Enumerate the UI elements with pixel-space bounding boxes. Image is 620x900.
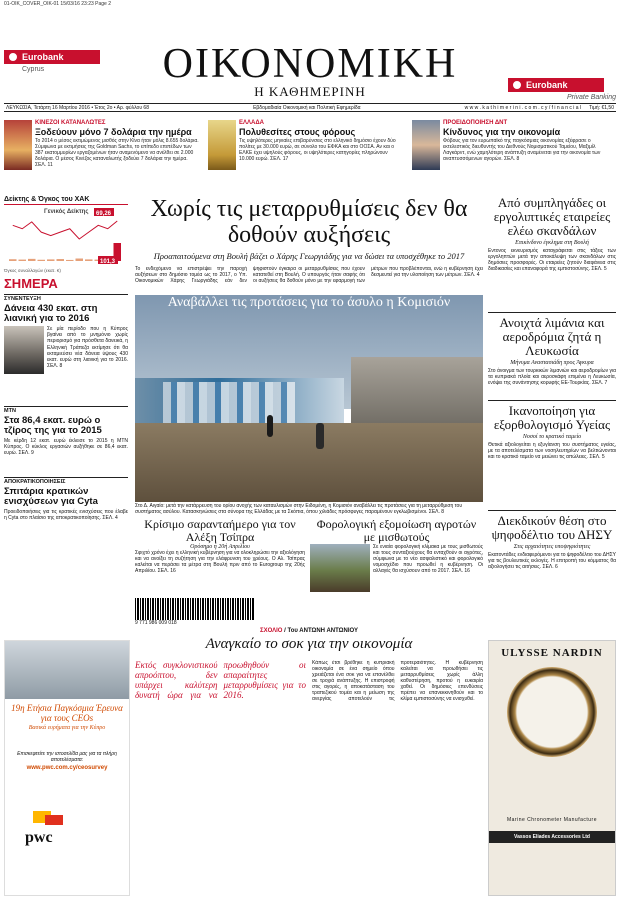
story-headline[interactable]: Δάνεια 430 εκατ. στη λιανική για το 2016 — [4, 303, 98, 324]
commentary-body — [135, 660, 483, 896]
story-headline: Ικανοποίηση για εξορθολογισμό Υγείας — [493, 403, 611, 432]
print-slug: 01-OIK_COVER_OIK-01 15/03/16 23:23 Page 2 — [4, 1, 112, 7]
story-body: Εκατοντάδες ενδιαφερόμενοι για το ψηφοδέλτιο του ΔΗΣΥ για τις βουλευτικές εκλογές. Η επιτροπή του κόμματος θα αξιολογήσει τις αιτήσεις. ΣΕΛ. 6 — [488, 552, 616, 570]
volume-bar — [47, 259, 55, 261]
teaser-headline: Πολυθεσίτες στους φόρους — [239, 127, 356, 137]
watch-icon — [507, 667, 597, 757]
teaser-imf-warning[interactable] — [412, 120, 616, 188]
photo-caption: Στο Δ. Αιγαίο: μετά την κατάρρευση του ορίου ανοχής των καταυλισμών στην Ειδομένη, η Κομισιόν αναβάλλει τις προτάσεις για τη μεταρρύθμιση του συστήματος ασύλου. Κατασκηνώσεις στα σύνορα της Ελλάδας με τα Σκόπια, όπου χιλιάδες πρόσφυγες παραμένουν εγκλωβισμένοι. ΣΕΛ. 8 — [135, 503, 463, 515]
teaser-photo — [4, 120, 32, 170]
right-story-4[interactable] — [488, 510, 616, 570]
story-body: Σφιχτό χρόνο έχει η ελληνική κυβέρνηση για να ολοκληρώσει την αξιολόγηση και να ανοίξει τη συζήτηση για την ελάφρυνση του χρέους. Ο Αλ. Τσίπρας καλείται να περάσει τα μέτρα στη Βουλή πριν από το Eurogroup της 20ής Απριλίου. ΣΕΛ. 16 — [135, 550, 305, 574]
barcode-number: 9 771 986 009 018 — [135, 620, 177, 626]
section-label: ΣΥΝΕΝΤΕΥΞΗ — [4, 294, 128, 302]
story-headline: Διεκδικούν θέση στο ψηφοδέλτιο του ΔΗΣΥ — [491, 513, 613, 542]
teaser-headline: Ξοδεύουν μόνο 7 δολάρια την ημέρα — [35, 127, 192, 137]
paper-tagline: Εβδομαδιαία Οικονομική και Πολιτική Εφημερίδα — [253, 104, 361, 111]
ulysse-brand: ULYSSE NARDIN — [501, 647, 603, 659]
pwc-ad[interactable] — [4, 640, 130, 896]
eurobank-brand: Eurobank — [526, 80, 568, 90]
story-deck: Μήνυμα Αναστασιάδη προς Άγκυρα — [510, 360, 594, 366]
section-today: ΣΗΜΕΡΑ — [4, 276, 58, 291]
eurobank-logo-icon — [511, 79, 523, 91]
refugee-camp-photo — [135, 295, 483, 502]
teaser-photo — [412, 120, 440, 170]
price: Τιμή: €1,50 — [589, 104, 614, 111]
story-body: Με κέρδη 12 εκατ. ευρώ έκλεισε το 2015 η MTN Κύπρος. Ο κύκλος εργασιών αυξήθηκε σε 86,4 εκατ. ευρώ. ΣΕΛ. 9 — [4, 438, 128, 457]
story-body: Εντονος εκνευρισμός καταγράφεται στις τάξεις των εργοληπτών μετά την αποκάλυψη των σκανδάλων στις δημόσιες προσφορές. Οι εταιρείες ζητούν διαφάνεια στις διαδικασίες και επαναφορά της εμπιστοσύνης. ΣΕΛ. 5 — [488, 248, 616, 272]
index-label: Γενικός Δείκτης — [44, 209, 89, 215]
pwc-ad-headline: 19η Ετήσια Παγκόσμια Έρευνα για τους CEOs — [11, 703, 123, 723]
eurobank-cyprus-ad[interactable] — [4, 50, 100, 84]
commentary-kicker: ΣΧΟΛΙΟ — [260, 628, 283, 634]
pwc-ad-photo — [5, 641, 129, 699]
story-farmers[interactable] — [310, 518, 483, 592]
teaser-kicker: ΚΙΝΕΖΟΙ ΚΑΤΑΝΑΛΩΤΕΣ — [35, 120, 106, 126]
commentary-headline[interactable]: Αναγκαίο το σοκ για την οικονομία — [205, 636, 413, 652]
interview-photo — [4, 326, 44, 374]
story-headline: Κρίσιμο σαρανταήμερο για τον Αλέξη Τσίπρα — [144, 517, 296, 544]
eurobank-sub: Private Banking — [566, 94, 616, 101]
teaser-body: Φόβους για τον ευρωπαϊκό της παγκόσμιας οικονομίας εξέφρασε ο εκτελεστικός διευθυντής του Διεθνούς Νομισματικού Ταμείου, Μαξιμίλ Λαγκάρντ, ενώ χαμηλότερη ανάπτυξη αναμένεται για την οικονομία των αναπτυσσόμενων αγορών. ΣΕΛ. 8 — [443, 138, 601, 162]
chart-svg — [4, 205, 128, 265]
pull-quote: Εκτός συγκλονιστικού απροόπτου, δεν υπάρχει καλύτερη δυνατή ώρα για να προωθηθούν οι απαραίτητες μεταρρυθμίσεις για το 2016. — [135, 660, 306, 700]
story-body: Σε ενιαία φορολογική κλίμακα με τους μισθωτούς και τους συνταξιούχους θα ενταχθούν οι αγρότες, σύμφωνα με το νέο ασφαλιστικό και φορολογικό νομοσχέδιο που προωθεί η κυβέρνηση. Οι αλλαγές θα ισχύσουν από το 2017. ΣΕΛ. 16 — [373, 544, 483, 574]
market-chart — [4, 196, 128, 268]
teaser-kicker: ΕΛΛΑΔΑ — [239, 120, 264, 126]
story-body: Προειδοποιήσεις για τις κρατικές ενισχύσεις που έλαβε η Cyta στο πλαίσιο της αποκρατικοποίησης. ΣΕΛ. 4 — [4, 508, 128, 521]
teaser-greece-taxes[interactable] — [208, 120, 403, 188]
pwc-ad-url[interactable]: www.pwc.com.cy/ceosurvey — [26, 765, 108, 771]
pwc-ad-sub: Βασικά ευρήματα για την Κύπρο — [28, 725, 106, 731]
main-headline[interactable]: Χωρίς τις μεταρρυθμίσεις δεν θα δοθούν αυξήσεις — [150, 196, 468, 248]
volume-bar — [66, 260, 74, 261]
pwc-brand: pwc — [25, 829, 53, 846]
eurobank-brand: Eurobank — [22, 52, 64, 62]
story-deck: Ορόσημο η 20ή Απριλίου — [190, 544, 250, 550]
teaser-headline: Κίνδυνος για την οικονομία — [443, 127, 561, 137]
issue-date: ΛΕΥΚΩΣΙΑ, Τετάρτη 16 Μαρτίου 2016 • Έτος 2ο • Αρ. φύλλου 68 — [6, 104, 149, 111]
pwc-logo — [11, 811, 123, 851]
volume-bar — [28, 259, 36, 261]
newspaper-title: ΟΙΚΟΝΟΜΙΚΗ — [162, 41, 458, 87]
story-headline: Ανοιχτά λιμάνια και αεροδρόμια ζητά η Λευκωσία — [499, 315, 605, 358]
farmers-photo — [310, 544, 370, 592]
eurobank-sub: Cyprus — [22, 66, 45, 73]
barcode — [135, 598, 255, 620]
chart-title: Δείκτης & Όγκος του ΧΑΚ — [4, 196, 128, 205]
story-deck: Επικίνδυνο έγκλημα στη Βουλή — [515, 240, 589, 246]
story-tsipras[interactable] — [135, 518, 305, 574]
story-body: Στο άνοιγμα των τουρκικών λιμανιών και αεροδρομίων για τα κυπριακά πλοία και αεροσκάφη επιμένει η Λευκωσία, ενόψει της συνάντησης κορυφής ΕΕ-Τουρκίας. ΣΕΛ. 7 — [488, 368, 616, 386]
left-column — [4, 276, 128, 521]
ulysse-dealer: Vassos Eliades Accessories Ltd — [489, 831, 615, 843]
volume-bar — [19, 260, 27, 261]
website-url[interactable]: w w w . k a t h i m e r i n i . c o m . c y / f i n a n c i a l — [464, 104, 582, 111]
story-headline[interactable]: Σπιτάρια κρατικών ενισχύσεων για Cyta — [4, 485, 98, 507]
story-deck: Στις αρχαιότητες υποψηφιότητες — [513, 544, 591, 550]
volume-bar — [85, 259, 93, 261]
section-label: ΑΠΟΚΡΑΤΙΚΟΠΟΙΗΣΕΙΣ — [4, 477, 128, 485]
newspaper-subtitle: Η ΚΑΘΗΜΕΡΙΝΗ — [254, 84, 366, 99]
ulysse-sub: Marine Chronometer Manufacture — [506, 817, 598, 823]
story-headline: Από συμπληγάδες οι εργολιπτικές εταιρείες ελέω σκανδάλων — [493, 195, 611, 238]
right-story-2[interactable] — [488, 312, 616, 386]
pwc-ad-cta: Επισκεφτείτε την ιστοσελίδα μας για τα πλήρη αποτελέσματα: — [17, 751, 117, 763]
story-headline: Φορολογική εξομοίωση αγροτών με μισθωτούς — [316, 517, 477, 544]
eurobank-logo-icon — [7, 51, 19, 63]
ulysse-nardin-ad[interactable] — [488, 640, 616, 896]
right-story-3[interactable] — [488, 400, 616, 460]
volume-bar — [9, 259, 17, 261]
index-value: 69,26 — [96, 211, 112, 217]
volume-value: 101,3 — [100, 259, 116, 265]
commentary-text: Κάπως έτσι βρέθηκε η κυπριακή οικονομία σε ένα σημείο όπου χρειάζεται ένα σοκ για να επανέλθει σε τροχιά ανάπτυξης. Η επιστροφή στις αγορές, η αποκατάσταση του τραπεζικού τομέα και η μείωση της ανεργίας αποτελούν τις προτεραιότητες. Η κυβέρνηση καλείται να προωθήσει τις μεταρρυθμίσεις χωρίς άλλη καθυστέρηση, προτού η ευκαιρία χαθεί. Οι δημόσιες επενδύσεις πρέπει να επανεκκινηθούν και το κλίμα εμπιστοσύνης να ενισχυθεί. — [312, 660, 483, 702]
right-story-1[interactable] — [488, 196, 616, 272]
teaser-body: Τις υψηλότερες μηνιαίες επιβαρύνσεις στο ελληνικό δημόσιο έχουν δύο πολίτες με 30.000 ευρώ, σε σύνολο του ΕΦΚΑ και στο ΟΟΣΑ. Αν και ο ΕΛΚΕ έχει υψηλούς φόρους, οι υψηλότερες κατηγορίες πληρώνουν 10.000 ευρώ. ΣΕΛ. 17 — [239, 138, 396, 162]
story-headline[interactable]: Στα 86,4 εκατ. ευρώ ο τζίρος της για το 2015 — [4, 415, 102, 436]
teaser-photo — [208, 120, 236, 170]
teaser-body: Το 2014 ο μέσος εκτιμώμενος μισθός στην Κίνα ήταν μόλις 8.655 δολάρια. Σύμφωνα με εκτιμήσεις της Goldman Sachs, το επίπεδο επιπέδων των 387 εκατομμυρίων εργαζομένων ήταν αναμενόμενο να ανέλθει σε 2.000 δολάρια. Ο μέσος Κινέζος καταναλωτής ξοδεύει 7 δολάρια την ημέρα. ΣΕΛ. 11 — [35, 138, 199, 168]
main-deck: Προαπαιτούμενα στη Βουλή βάζει ο Χάρης Γεωργιάδης για να δώσει τα υποσχέθηκε το 2017 — [153, 251, 465, 261]
teaser-chinese-consumers[interactable] — [4, 120, 199, 188]
dateline — [4, 103, 616, 112]
volume-bar — [76, 259, 84, 261]
chart-footer: Όγκος συναλλαγών (εκατ. €) — [4, 268, 61, 273]
commentary-author: Του ΑΝΤΩΝΗ ΑΝΤΩΝΙΟΥ — [287, 628, 358, 634]
teaser-kicker: ΠΡΟΕΙΔΟΠΟΙΗΣΗ ΔΝΤ — [443, 120, 508, 126]
volume-bar — [38, 260, 46, 261]
volume-bar — [57, 259, 65, 261]
story-body: Θετικά αξιολογείται η εξυγίανση του συστήματος υγείας, με τα αποτελέσματα των νοσηλευτηρίων να βελτιώνονται και το κρατικό ταμείο να μειώνει τις απώλειες. ΣΕΛ. 5 — [488, 442, 616, 460]
commentary-label: ΣΧΟΛΙΟ / Του ΑΝΤΩΝΗ ΑΝΤΩΝΙΟΥ — [260, 628, 358, 634]
section-label: MTN — [4, 406, 128, 414]
photo-headline[interactable]: Αναβάλλει τις προτάσεις για το άσυλο η Κομισιόν — [167, 295, 451, 310]
story-body: Σε μία περίοδο που η Κύπρος βγαίνει από το μνημόνιο χωρίς περιορισμό για πρόσθετα δανεικά, η Ελληνική Τράπεζα εκτίμησε ότι θα εκταμιεύσει νέα δάνεια ύψους 430 εκατ. ευρώ στη λιανική για το 2016. ΣΕΛ. 8 — [47, 326, 128, 370]
index-line — [13, 221, 118, 239]
story-deck: Νοσοί το κρατικό ταμείο — [522, 434, 582, 440]
main-body: Το ενδεχόμενο να επιστρέψει την παροχή αυξήσεων στο δημόσιο τομέα ως το 2017, ο Υπ. Οικονομικών Χάρης Γεωργιάδης εάν δεν ψηφιστούν έγκαιρα οι μεταρρυθμίσεις που έχουν κατατεθεί στη Βουλή. Ο υπουργός ήταν σαφής ότι οι αυξήσεις θα δοθούν μόνο με την εφαρμογή των μέτρων που προβλέπονται, ενώ η κυβέρνηση έχει δεσμευτεί για την υλοποίηση των μέτρων. ΣΕΛ. 4 — [135, 266, 483, 284]
